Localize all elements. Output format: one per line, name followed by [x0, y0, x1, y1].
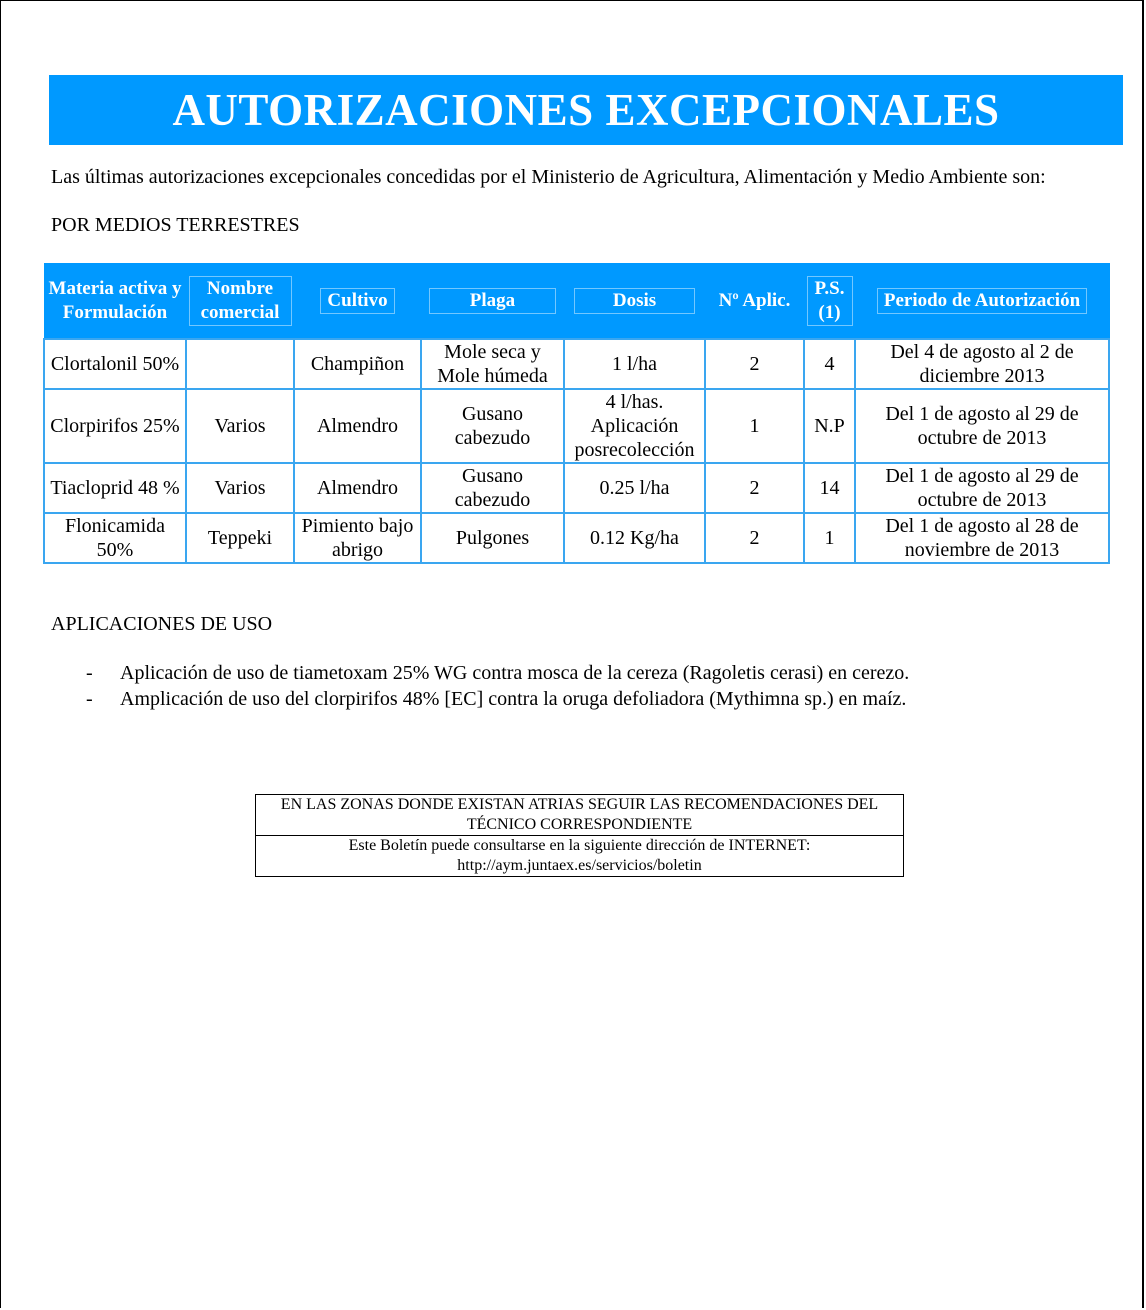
- dash-bullet: -: [86, 662, 93, 684]
- cell-ps: 14: [804, 463, 855, 513]
- cell-nombre: Varios: [186, 463, 294, 513]
- header-periodo: Periodo de Autorización: [855, 264, 1109, 340]
- intro-paragraph: Las últimas autorizaciones excepcionales concedidas por el Ministerio de Agricultura, Alimentación y Medio Ambiente son:: [51, 166, 1046, 188]
- section-heading-aplicaciones: APLICACIONES DE USO: [51, 613, 273, 635]
- list-item: [86, 686, 909, 712]
- list-item: [86, 660, 909, 686]
- cell-materia: Clorpirifos 25%: [44, 389, 186, 463]
- header-nombre: Nombre comercial: [186, 264, 294, 340]
- cell-dosis: 0.25 l/ha: [564, 463, 705, 513]
- cell-nombre: Teppeki: [186, 513, 294, 563]
- cell-materia: Flonicamida 50%: [44, 513, 186, 563]
- cell-aplic: 2: [705, 463, 804, 513]
- table-row: [44, 339, 1109, 389]
- header-dosis: Dosis: [564, 264, 705, 340]
- cell-dosis: 4 l/has. Aplicación posrecolección: [564, 389, 705, 463]
- notice-line-atrias: EN LAS ZONAS DONDE EXISTAN ATRIAS SEGUIR LAS RECOMENDACIONES DEL TÉCNICO CORRESPONDIENTE: [256, 795, 904, 836]
- cell-materia: Clortalonil 50%: [44, 339, 186, 389]
- cell-ps: 1: [804, 513, 855, 563]
- cell-cultivo: Champiñon: [294, 339, 421, 389]
- notice-line-internet: Este Boletín puede consultarse en la siguiente dirección de INTERNET: http://aym.juntaex.es/servicios/boletin: [256, 836, 904, 877]
- cell-nombre: [186, 339, 294, 389]
- cell-aplic: 2: [705, 339, 804, 389]
- header-plaga: Plaga: [421, 264, 564, 340]
- cell-aplic: 1: [705, 389, 804, 463]
- cell-periodo: Del 1 de agosto al 29 de octubre de 2013: [855, 463, 1109, 513]
- authorizations-table: [43, 263, 1110, 564]
- header-materia: Materia activa y Formulación: [44, 264, 186, 340]
- header-cultivo: Cultivo: [294, 264, 421, 340]
- table-row: [44, 389, 1109, 463]
- cell-plaga: Gusano cabezudo: [421, 463, 564, 513]
- cell-ps: N.P: [804, 389, 855, 463]
- cell-cultivo: Almendro: [294, 389, 421, 463]
- uses-list: [86, 660, 909, 712]
- cell-materia: Tiacloprid 48 %: [44, 463, 186, 513]
- table-row: [44, 463, 1109, 513]
- table-header-row: [44, 264, 1109, 340]
- cell-nombre: Varios: [186, 389, 294, 463]
- notice-box: [255, 794, 904, 877]
- cell-cultivo: Almendro: [294, 463, 421, 513]
- cell-periodo: Del 4 de agosto al 2 de diciembre 2013: [855, 339, 1109, 389]
- cell-aplic: 2: [705, 513, 804, 563]
- cell-ps: 4: [804, 339, 855, 389]
- cell-dosis: 1 l/ha: [564, 339, 705, 389]
- cell-cultivo: Pimiento bajo abrigo: [294, 513, 421, 563]
- page-title-banner: [49, 75, 1123, 145]
- page-title: AUTORIZACIONES EXCEPCIONALES: [172, 85, 1000, 135]
- list-item-text: Amplicación de uso del clorpirifos 48% [EC] contra la oruga defoliadora (Mythimna sp.) en maíz.: [120, 688, 907, 710]
- cell-plaga: Mole seca y Mole húmeda: [421, 339, 564, 389]
- cell-plaga: Gusano cabezudo: [421, 389, 564, 463]
- cell-periodo: Del 1 de agosto al 29 de octubre de 2013: [855, 389, 1109, 463]
- cell-periodo: Del 1 de agosto al 28 de noviembre de 2013: [855, 513, 1109, 563]
- section-heading-terrestres: POR MEDIOS TERRESTRES: [51, 214, 300, 236]
- header-ps: P.S. (1): [804, 264, 855, 340]
- header-aplic: Nº Aplic.: [705, 264, 804, 340]
- dash-bullet: -: [86, 688, 93, 710]
- table-row: [44, 513, 1109, 563]
- list-item-text: Aplicación de uso de tiametoxam 25% WG contra mosca de la cereza (Ragoletis cerasi) en cerezo.: [120, 662, 910, 684]
- cell-dosis: 0.12 Kg/ha: [564, 513, 705, 563]
- cell-plaga: Pulgones: [421, 513, 564, 563]
